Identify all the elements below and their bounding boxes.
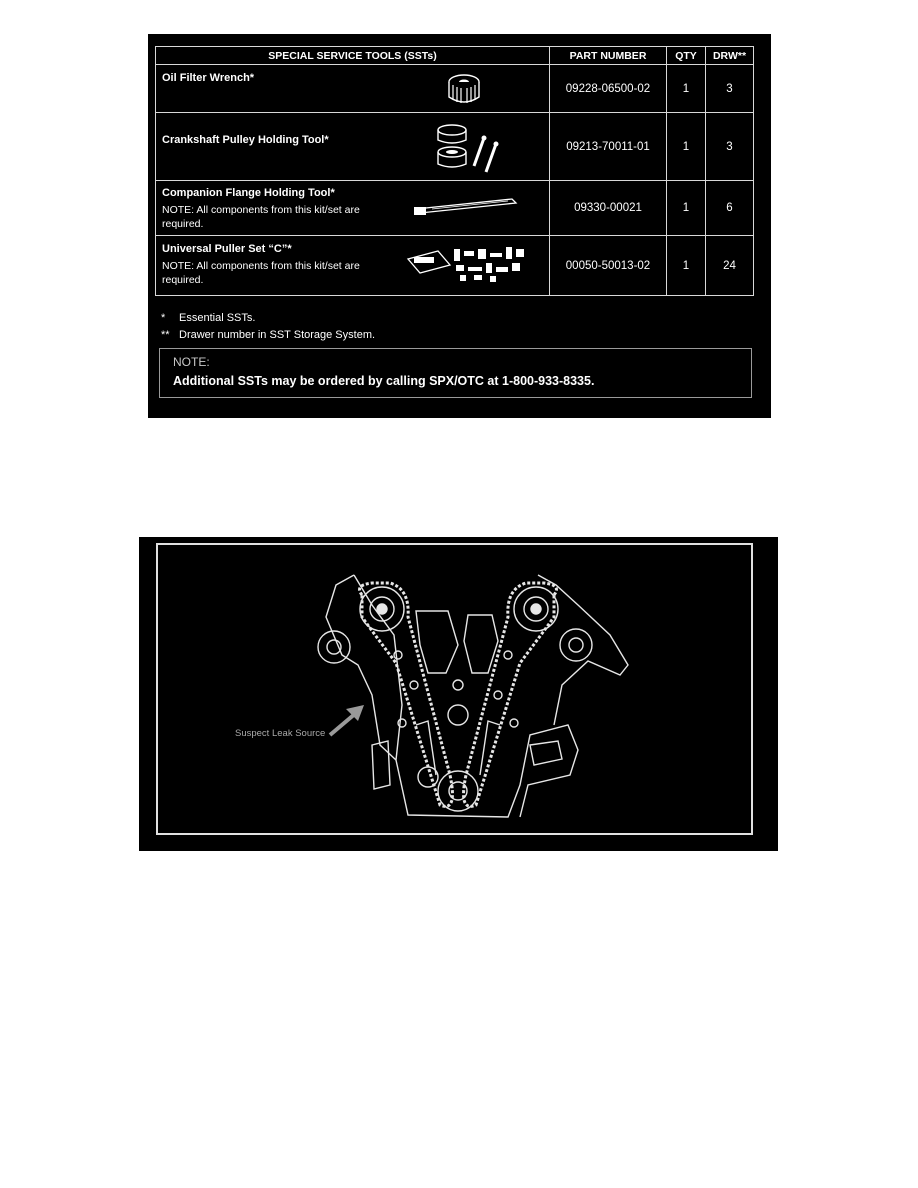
tool-name: Universal Puller Set “C”*	[162, 243, 292, 255]
footnote-text: Essential SSTs.	[179, 312, 256, 324]
qty: 1	[667, 113, 706, 181]
tool-name: Crankshaft Pulley Holding Tool*	[162, 134, 329, 146]
engine-figure-panel	[139, 537, 778, 851]
footnote-mark: *	[161, 312, 166, 324]
note-text: Additional SSTs may be ordered by calling SPX/OTC at 1-800-933-8335.	[173, 374, 595, 388]
header-tools: SPECIAL SERVICE TOOLS (SSTs)	[156, 47, 550, 65]
header-drw: DRW**	[706, 47, 754, 65]
drw: 6	[706, 181, 754, 236]
flange-holding-tool-icon	[412, 195, 522, 217]
part-number: 09213-70011-01	[550, 113, 667, 181]
pulley-holding-tool-icon	[434, 118, 506, 178]
oil-filter-wrench-icon	[440, 71, 488, 109]
drw: 3	[706, 113, 754, 181]
part-number: 09228-06500-02	[550, 65, 667, 113]
footnote-mark: **	[161, 329, 170, 341]
footnote	[161, 329, 375, 341]
tool-cell	[156, 65, 550, 113]
tool-note: NOTE: All components from this kit/set are required.	[162, 204, 360, 230]
tool-note: NOTE: All components from this kit/set are required.	[162, 260, 360, 286]
table-row	[156, 181, 754, 236]
tool-cell	[156, 181, 550, 236]
header-part-number: PART NUMBER	[550, 47, 667, 65]
drw: 3	[706, 65, 754, 113]
suspect-leak-source-label: Suspect Leak Source	[235, 728, 326, 739]
footnote-text: Drawer number in SST Storage System.	[179, 329, 376, 341]
engine-timing-chain-illustration	[158, 545, 751, 833]
footnote	[161, 312, 255, 324]
drw: 24	[706, 236, 754, 296]
engine-figure-frame	[156, 543, 753, 835]
puller-set-icon	[404, 243, 530, 285]
table-row	[156, 65, 754, 113]
part-number: 00050-50013-02	[550, 236, 667, 296]
qty: 1	[667, 181, 706, 236]
qty: 1	[667, 236, 706, 296]
tool-cell	[156, 113, 550, 181]
table-row	[156, 113, 754, 181]
sst-table-header	[156, 47, 754, 65]
qty: 1	[667, 65, 706, 113]
tool-cell	[156, 236, 550, 296]
callout-arrow-icon	[330, 705, 364, 735]
note-title: NOTE:	[173, 355, 210, 369]
sst-table	[155, 46, 754, 296]
table-row	[156, 236, 754, 296]
part-number: 09330-00021	[550, 181, 667, 236]
tool-name: Oil Filter Wrench*	[162, 72, 255, 84]
sst-panel	[148, 34, 771, 418]
tool-name: Companion Flange Holding Tool*	[162, 187, 335, 199]
note-box	[159, 348, 752, 398]
header-qty: QTY	[667, 47, 706, 65]
